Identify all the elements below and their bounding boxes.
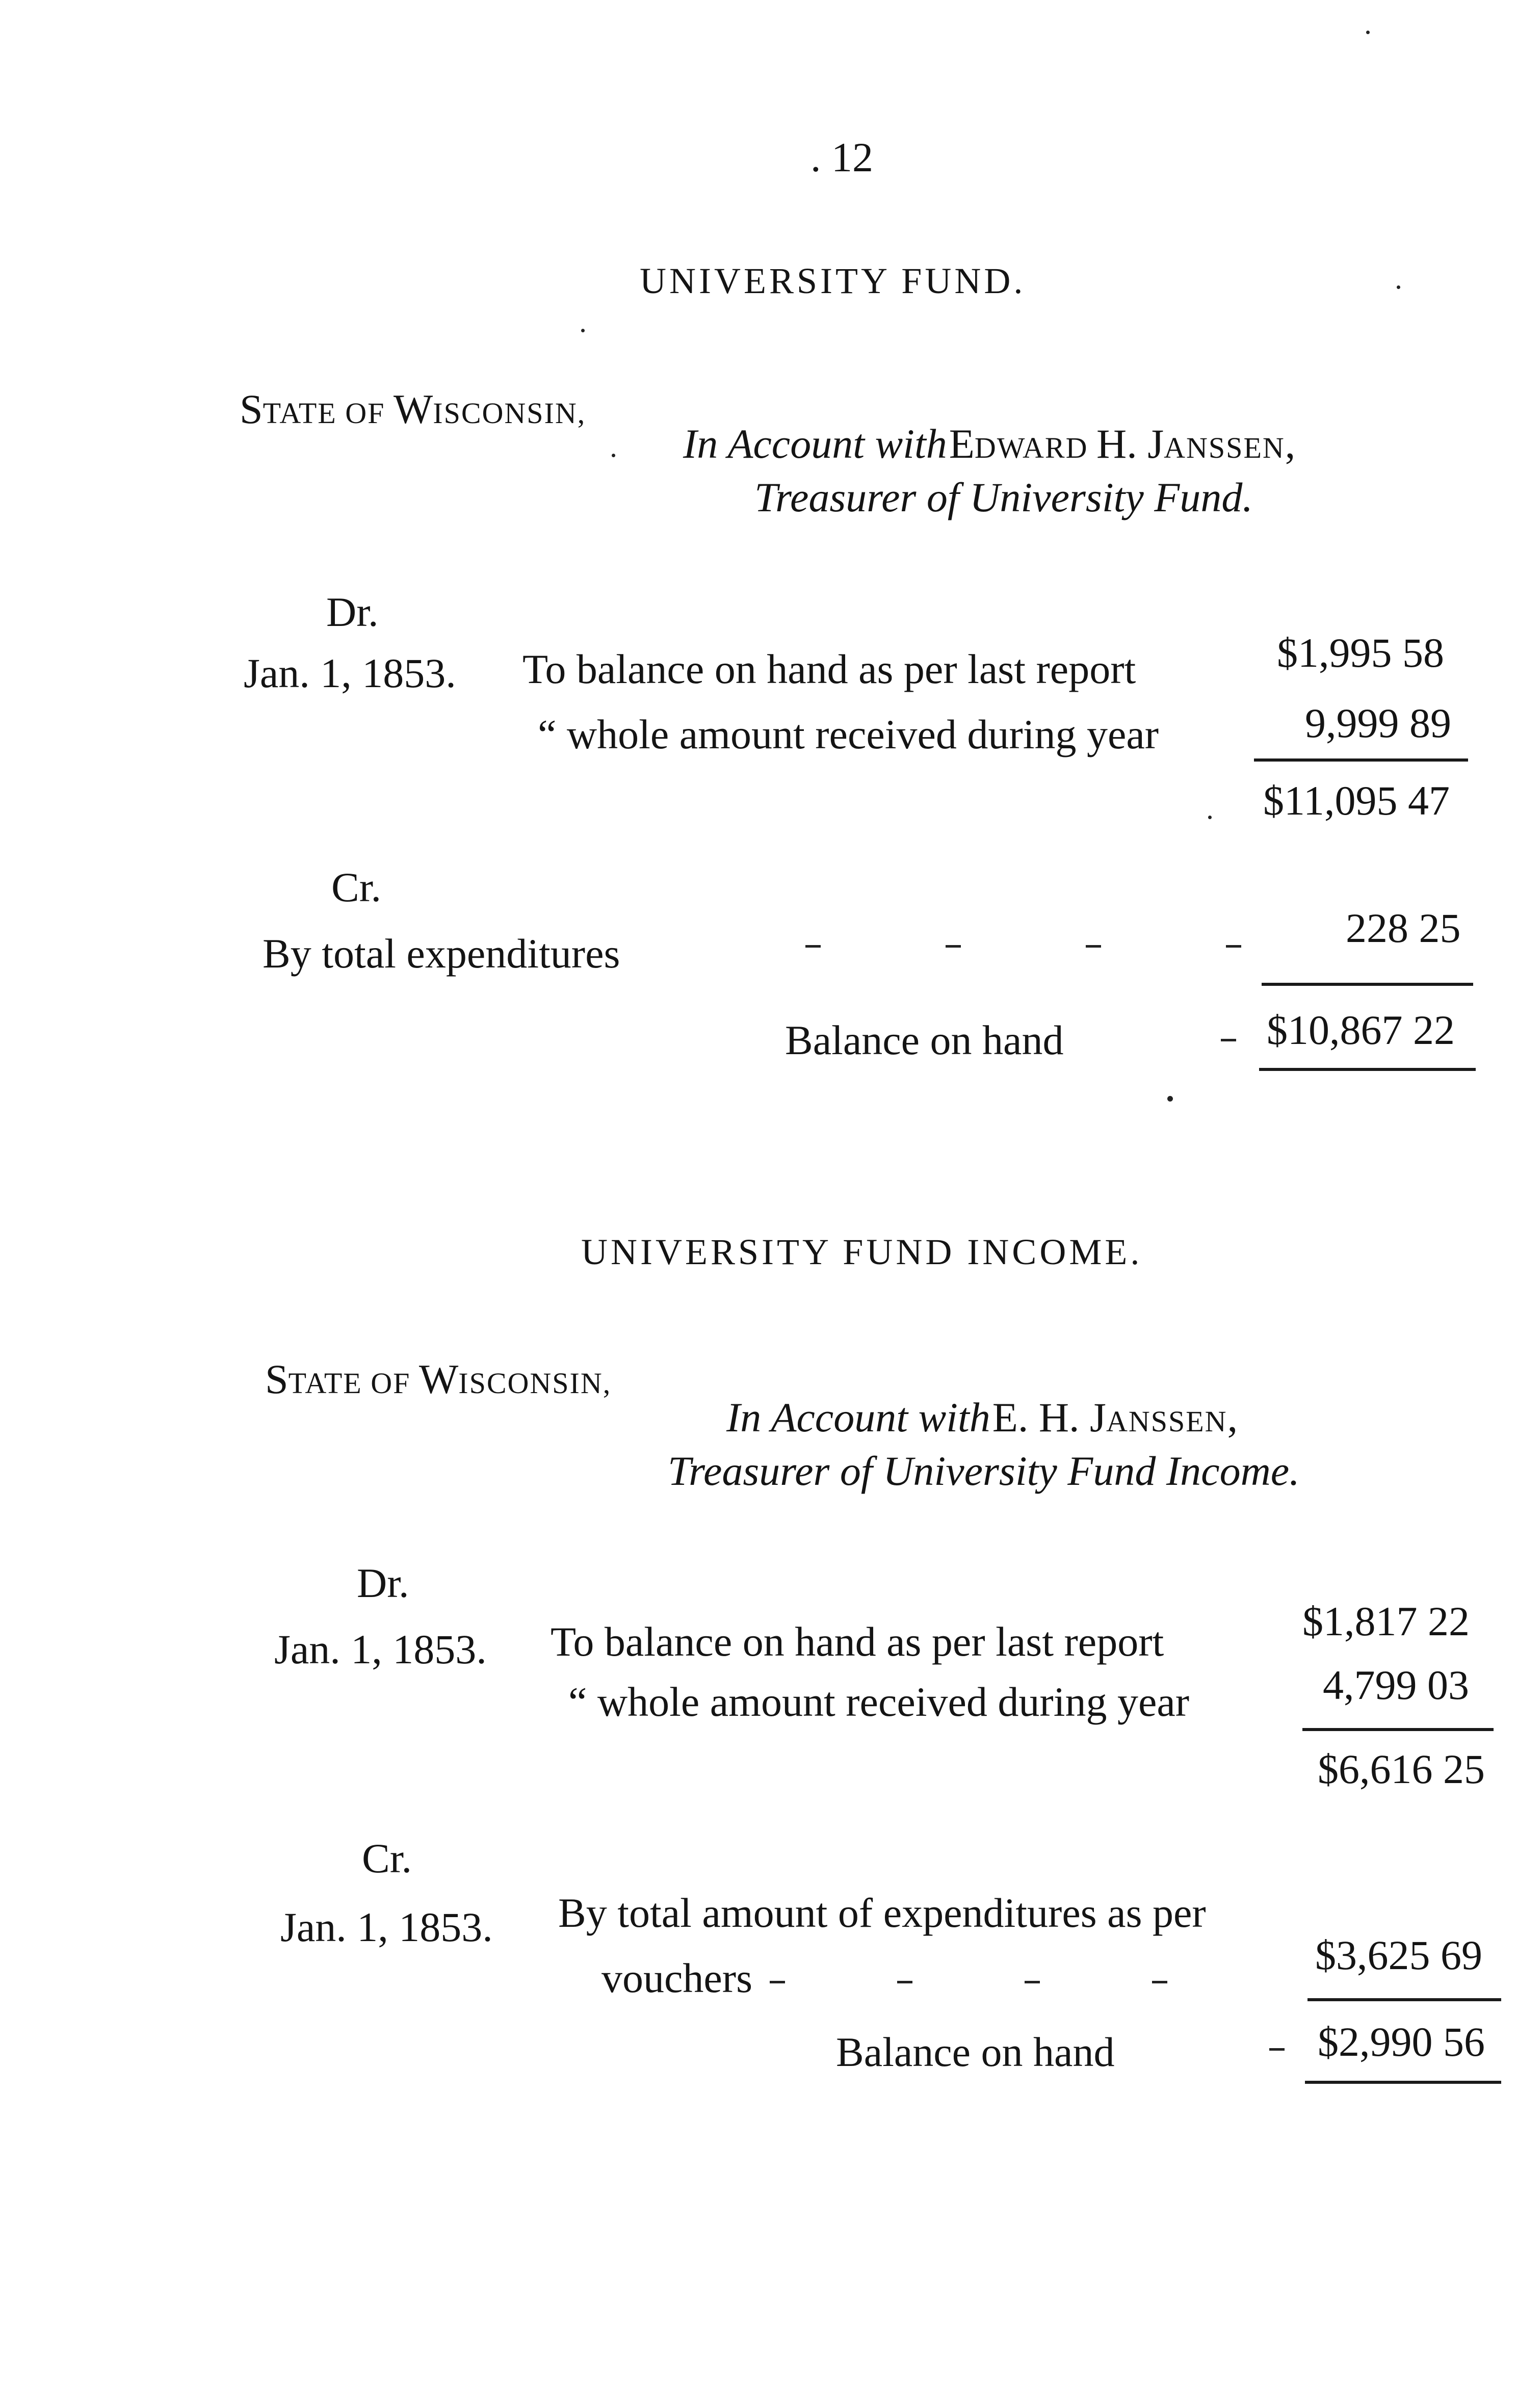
fund-account-prefix: In Account with: [683, 421, 947, 467]
scan-speck: [1397, 285, 1400, 289]
income-state-cap-w: W: [419, 1356, 459, 1402]
income-subtotal-rule: [1302, 1728, 1494, 1731]
scan-speck: [1167, 1096, 1173, 1102]
income-state-line: [265, 1358, 611, 1400]
income-name-mid: E. H. J: [992, 1394, 1106, 1441]
income-name-end: ,: [1227, 1394, 1238, 1441]
income-dr-date: Jan. 1, 1853.: [274, 1626, 487, 1672]
fund-cr-line1-amount: 228 25: [1346, 905, 1461, 951]
fund-name-small-2: ANSSEN: [1164, 431, 1285, 464]
page-number: . 12: [810, 134, 873, 180]
fund-state-line: [240, 388, 586, 430]
fund-heading: UNIVERSITY FUND.: [640, 260, 1026, 301]
income-balance-amount: $2,990 56: [1318, 2019, 1485, 2065]
income-account-line: [726, 1394, 1238, 1441]
scan-speck: [1208, 816, 1212, 819]
scan-speck: [612, 454, 615, 457]
scan-speck: [581, 329, 585, 332]
income-dr-line1-desc: To balance on hand as per last report: [551, 1618, 1164, 1665]
income-account-prefix: In Account with: [726, 1394, 990, 1441]
fund-balance-bottom-rule: [1259, 1068, 1476, 1071]
leader-dash: [1269, 2048, 1285, 2051]
fund-balance-label: Balance on hand: [785, 1017, 1064, 1063]
fund-state-cap-s: S: [240, 386, 263, 432]
fund-state-small-1: TATE OF: [263, 397, 394, 430]
income-state-small-1: TATE OF: [288, 1367, 419, 1400]
fund-name-small-1: DWARD: [974, 431, 1097, 464]
income-state-cap-s: S: [265, 1356, 289, 1402]
leader-dash: [1152, 1981, 1167, 1983]
fund-dr-date: Jan. 1, 1853.: [244, 650, 456, 696]
income-heading: UNIVERSITY FUND INCOME.: [581, 1232, 1143, 1272]
fund-dr-line2-amount: 9,999 89: [1305, 700, 1451, 746]
fund-dr-total: $11,095 47: [1263, 777, 1450, 824]
income-balance-bottom-rule: [1305, 2081, 1501, 2084]
leader-dash: [770, 1981, 785, 1983]
fund-treasurer: Treasurer of University Fund.: [754, 474, 1253, 520]
income-state-small-2: ISCONSIN,: [458, 1367, 612, 1400]
fund-balance-leader: [1221, 1036, 1236, 1044]
leader-dash: [805, 945, 821, 948]
fund-name-mid: H. J: [1096, 421, 1164, 467]
leader-dash: [897, 1981, 912, 1983]
income-balance-top-rule: [1307, 1998, 1501, 2001]
fund-dr-label: Dr.: [326, 589, 379, 635]
income-balance-leader: [1269, 2045, 1285, 2053]
fund-cr-leader: [805, 942, 1241, 950]
income-cr-line1-amount: $3,625 69: [1315, 1932, 1482, 1978]
fund-dr-line1-amount: $1,995 58: [1277, 630, 1444, 676]
income-cr-line1-desc: By total amount of expenditures as per: [558, 1890, 1206, 1936]
fund-state-small-2: ISCONSIN,: [433, 397, 586, 430]
leader-dash: [1226, 945, 1241, 948]
fund-state-cap-w: W: [393, 386, 433, 432]
income-balance-label: Balance on hand: [836, 2029, 1115, 2075]
income-dr-line2-desc: “ whole amount received during year: [568, 1679, 1190, 1725]
income-cr-leader: [770, 1978, 1167, 1986]
income-cr-date: Jan. 1, 1853.: [280, 1904, 493, 1950]
fund-balance-amount: $10,867 22: [1267, 1007, 1455, 1053]
leader-dash: [1086, 945, 1101, 948]
fund-cr-label: Cr.: [331, 864, 381, 910]
fund-name-cap: E: [949, 421, 975, 467]
income-dr-label: Dr.: [357, 1560, 409, 1606]
fund-cr-line1-desc: By total expenditures: [263, 930, 620, 977]
income-dr-total: $6,616 25: [1318, 1746, 1485, 1792]
income-cr-line1-cont: vouchers: [601, 1955, 753, 2001]
fund-subtotal-rule: [1254, 758, 1468, 762]
fund-dr-line2-desc: “ whole amount received during year: [538, 711, 1159, 757]
fund-dr-line1-desc: To balance on hand as per last report: [522, 646, 1136, 692]
fund-balance-top-rule: [1262, 983, 1473, 986]
fund-account-line: [683, 423, 1295, 465]
income-name-small: ANSSEN: [1106, 1405, 1227, 1438]
income-dr-line2-amount: 4,799 03: [1323, 1662, 1469, 1708]
scan-speck: [1366, 31, 1370, 34]
income-dr-line1-amount: $1,817 22: [1302, 1598, 1470, 1644]
leader-dash: [946, 945, 961, 948]
leader-dash: [1025, 1981, 1040, 1983]
income-treasurer: Treasurer of University Fund Income.: [668, 1448, 1300, 1494]
leader-dash: [1221, 1039, 1236, 1041]
fund-name-end: ,: [1285, 421, 1296, 467]
income-cr-label: Cr.: [362, 1835, 412, 1881]
